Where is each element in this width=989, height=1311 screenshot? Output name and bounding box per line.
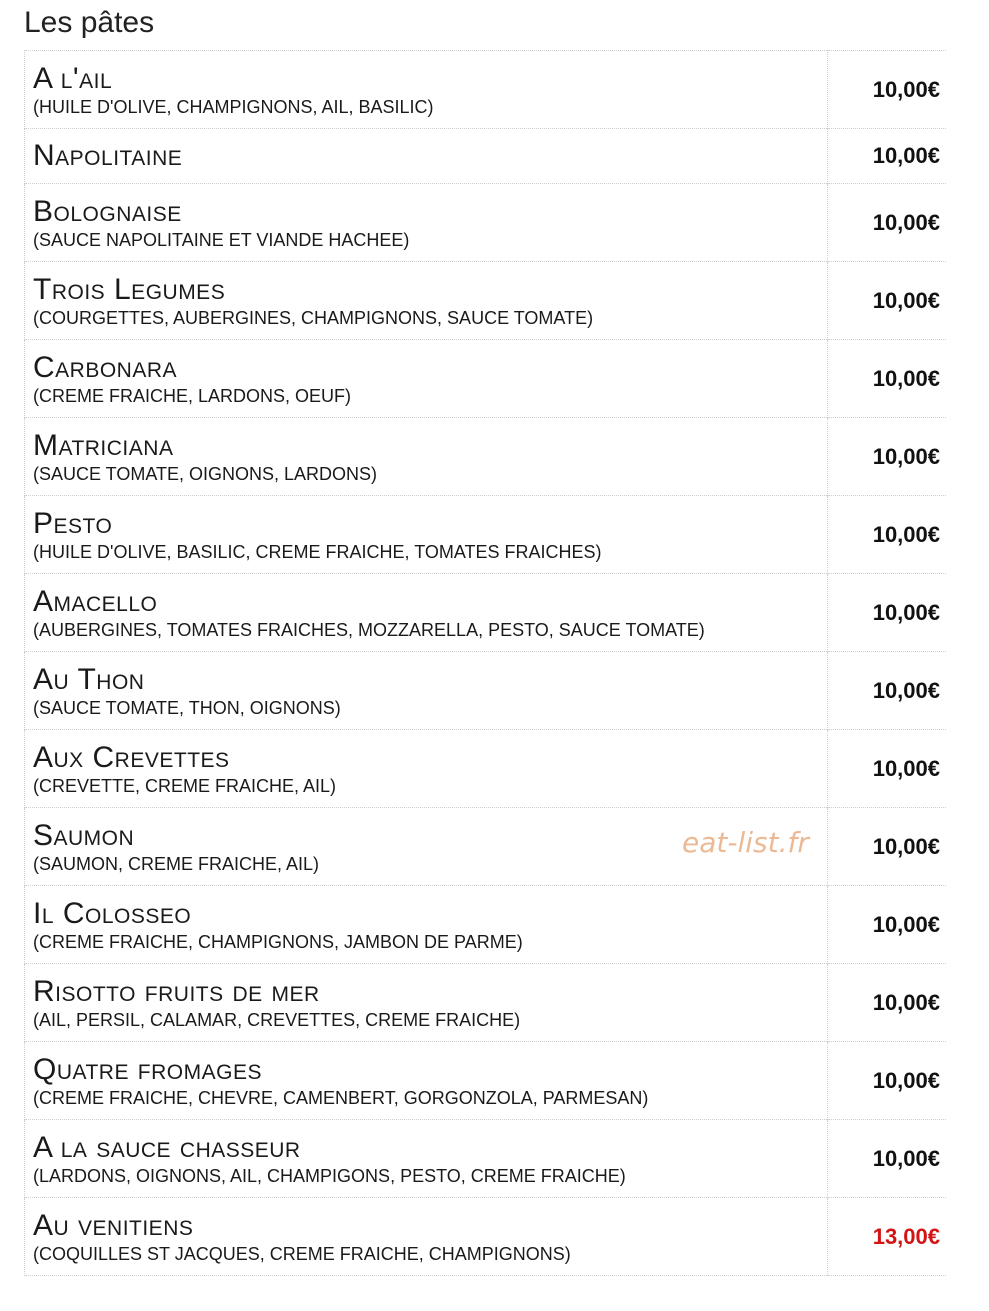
menu-row: [25, 496, 947, 574]
dish-name: Au Thon: [33, 662, 145, 696]
dish-price: 10,00€: [872, 677, 940, 703]
dish-cell: [25, 129, 828, 184]
dish-price: 10,00€: [872, 76, 940, 102]
dish-price: 10,00€: [872, 521, 940, 547]
dish-price: 13,00€: [872, 1223, 940, 1249]
dish-description: (SAUCE TOMATE, THON, OIGNONS): [33, 697, 341, 718]
dish-cell: [25, 1120, 828, 1198]
dish-price: 10,00€: [872, 833, 940, 859]
dish-description: (LARDONS, OIGNONS, AIL, CHAMPIGONS, PESTO, CREME FRAICHE): [33, 1165, 626, 1186]
menu-row: [25, 340, 947, 418]
menu-table: [24, 50, 946, 1276]
dish-description: (CREME FRAICHE, LARDONS, OEUF): [33, 385, 352, 406]
dish-price: 10,00€: [872, 287, 940, 313]
dish-description: (CREME FRAICHE, CHAMPIGNONS, JAMBON DE PARME): [33, 931, 523, 952]
dish-price: 10,00€: [872, 443, 940, 469]
dish-description: (CREME FRAICHE, CHEVRE, CAMENBERT, GORGONZOLA, PARMESAN): [33, 1087, 649, 1108]
watermark: eat-list.fr: [682, 826, 809, 859]
menu-row: [25, 129, 947, 184]
dish-name: Amacello: [33, 584, 158, 618]
menu-row: [25, 964, 947, 1042]
menu-row: [25, 262, 947, 340]
dish-description: (AUBERGINES, TOMATES FRAICHES, MOZZARELLA, PESTO, SAUCE TOMATE): [33, 619, 705, 640]
dish-price: 10,00€: [872, 1145, 940, 1171]
dish-cell: [25, 262, 828, 340]
dish-description: (HUILE D'OLIVE, BASILIC, CREME FRAICHE, TOMATES FRAICHES): [33, 541, 602, 562]
menu-row: [25, 886, 947, 964]
dish-name: Risotto fruits de mer: [33, 974, 320, 1008]
menu-row: [25, 1120, 947, 1198]
dish-name: Napolitaine: [33, 139, 183, 172]
dish-description: (SAUMON, CREME FRAICHE, AIL): [33, 853, 320, 874]
dish-description: (SAUCE TOMATE, OIGNONS, LARDONS): [33, 463, 378, 484]
dish-description: (AIL, PERSIL, CALAMAR, CREVETTES, CREME FRAICHE): [33, 1009, 521, 1030]
dish-description: (COURGETTES, AUBERGINES, CHAMPIGNONS, SAUCE TOMATE): [33, 307, 594, 328]
dish-name: Carbonara: [33, 350, 178, 384]
dish-name: Matriciana: [33, 428, 174, 462]
dish-name: A la sauce chasseur: [33, 1130, 301, 1164]
dish-name: Au venitiens: [33, 1208, 194, 1242]
dish-price: 10,00€: [872, 989, 940, 1015]
dish-name: Pesto: [33, 506, 113, 540]
menu-row: [25, 184, 947, 262]
menu-body: [25, 51, 947, 1276]
menu-row: [25, 51, 947, 129]
dish-name: Aux Crevettes: [33, 740, 230, 774]
dish-cell: [25, 652, 828, 730]
dish-cell: [25, 730, 828, 808]
page-title: Les pâtes: [24, 6, 155, 39]
menu-row: [25, 652, 947, 730]
menu-row: [25, 574, 947, 652]
dish-name: Quatre fromages: [33, 1052, 262, 1086]
menu-row: [25, 730, 947, 808]
dish-description: (CREVETTE, CREME FRAICHE, AIL): [33, 775, 337, 796]
dish-name: Saumon: [33, 818, 135, 852]
dish-name: Bolognaise: [33, 194, 182, 228]
dish-cell: [25, 574, 828, 652]
dish-description: (COQUILLES ST JACQUES, CREME FRAICHE, CHAMPIGNONS): [33, 1243, 571, 1264]
dish-cell: [25, 51, 828, 129]
dish-cell: [25, 886, 828, 964]
dish-price: 10,00€: [872, 755, 940, 781]
dish-price: 10,00€: [872, 143, 940, 168]
menu-row: [25, 1198, 947, 1276]
dish-price: 10,00€: [872, 365, 940, 391]
dish-name: Il Colosseo: [33, 896, 192, 930]
dish-description: (HUILE D'OLIVE, CHAMPIGNONS, AIL, BASILIC): [33, 96, 434, 117]
dish-price: 10,00€: [872, 599, 940, 625]
dish-cell: [25, 496, 828, 574]
dish-price: 10,00€: [872, 209, 940, 235]
dish-cell: [25, 418, 828, 496]
dish-name: A l'ail: [33, 61, 113, 95]
menu-row: [25, 418, 947, 496]
dish-cell: [25, 1198, 828, 1276]
dish-cell: [25, 964, 828, 1042]
dish-cell: [25, 1042, 828, 1120]
dish-name: Trois Legumes: [33, 272, 226, 306]
dish-cell: [25, 184, 828, 262]
dish-price: 10,00€: [872, 911, 940, 937]
menu-row: [25, 1042, 947, 1120]
dish-cell: [25, 340, 828, 418]
dish-description: (SAUCE NAPOLITAINE ET VIANDE HACHEE): [33, 229, 410, 250]
dish-price: 10,00€: [872, 1067, 940, 1093]
